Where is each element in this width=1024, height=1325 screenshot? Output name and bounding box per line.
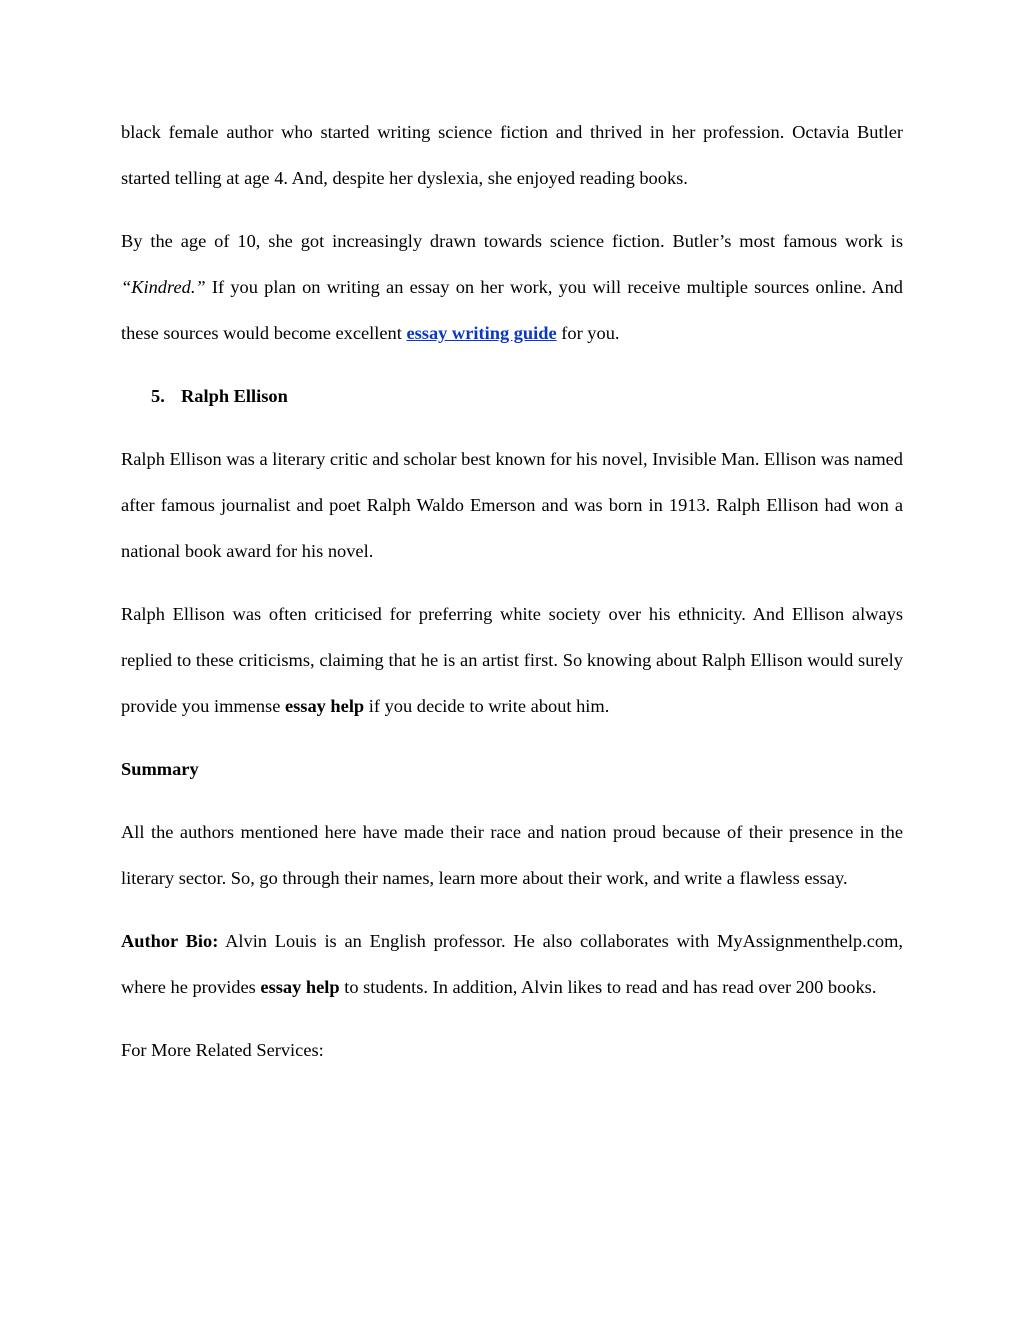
paragraph-text: For More Related Services: [121,1040,324,1060]
paragraph-text: By the age of 10, she got increasingly drawn towards science fiction. Butler’s most famous work is [121,231,903,251]
paragraph-octavia-kindred [121,218,903,356]
section-heading-ralph-ellison [121,373,903,419]
section-number: 5. [151,386,165,406]
essay-writing-guide-link[interactable]: essay writing guide [406,323,557,343]
author-bio-label: Author Bio: [121,931,219,951]
paragraph-text: All the authors mentioned here have made their race and nation proud because of their presence in the literary sector. So, go through their names, learn more about their work, and write a flawless essay. [121,822,903,888]
bold-keyword: essay help [284,696,365,716]
document-page [121,109,903,1090]
paragraph-related-services [121,1027,903,1073]
paragraph-octavia-intro [121,109,903,201]
paragraph-text: If you plan on writing an essay on her work, you will receive multiple sources online. And these sources would become excellent [121,277,903,343]
paragraph-text: to students. In addition, Alvin likes to read and has read over 200 books. [339,977,877,997]
section-title: Ralph Ellison [181,386,288,406]
paragraph-ellison-bio [121,436,903,574]
summary-heading: Summary [121,759,199,779]
book-title-italic: “Kindred.” [121,277,206,297]
bold-keyword: essay help [260,977,340,997]
paragraph-summary [121,809,903,901]
paragraph-text: for you. [556,323,620,343]
paragraph-text: black female author who started writing science fiction and thrived in her profession. Octavia Butler started telling at age 4. And, despite her dyslexia, she enjoyed reading books. [121,122,903,188]
paragraph-text: Ralph Ellison was often criticised for preferring white society over his ethnicity. And Ellison always replied to these criticisms, claiming that he is an artist first. So knowing about Ralph Ellison would surely provide you immense [121,604,903,716]
paragraph-text: Ralph Ellison was a literary critic and scholar best known for his novel, Invisible Man. Ellison was named after famous journalist and poet Ralph Waldo Emerson and was born in 1913. Ralph Ellison had won a national book award for his novel. [121,449,903,561]
paragraph-ellison-criticism [121,591,903,729]
paragraph-author-bio [121,918,903,1010]
paragraph-text: Alvin Louis is an English professor. He also collaborates with MyAssignmenthelp.com, where he provides [121,931,903,997]
paragraph-text: if you decide to write about him. [364,696,610,716]
